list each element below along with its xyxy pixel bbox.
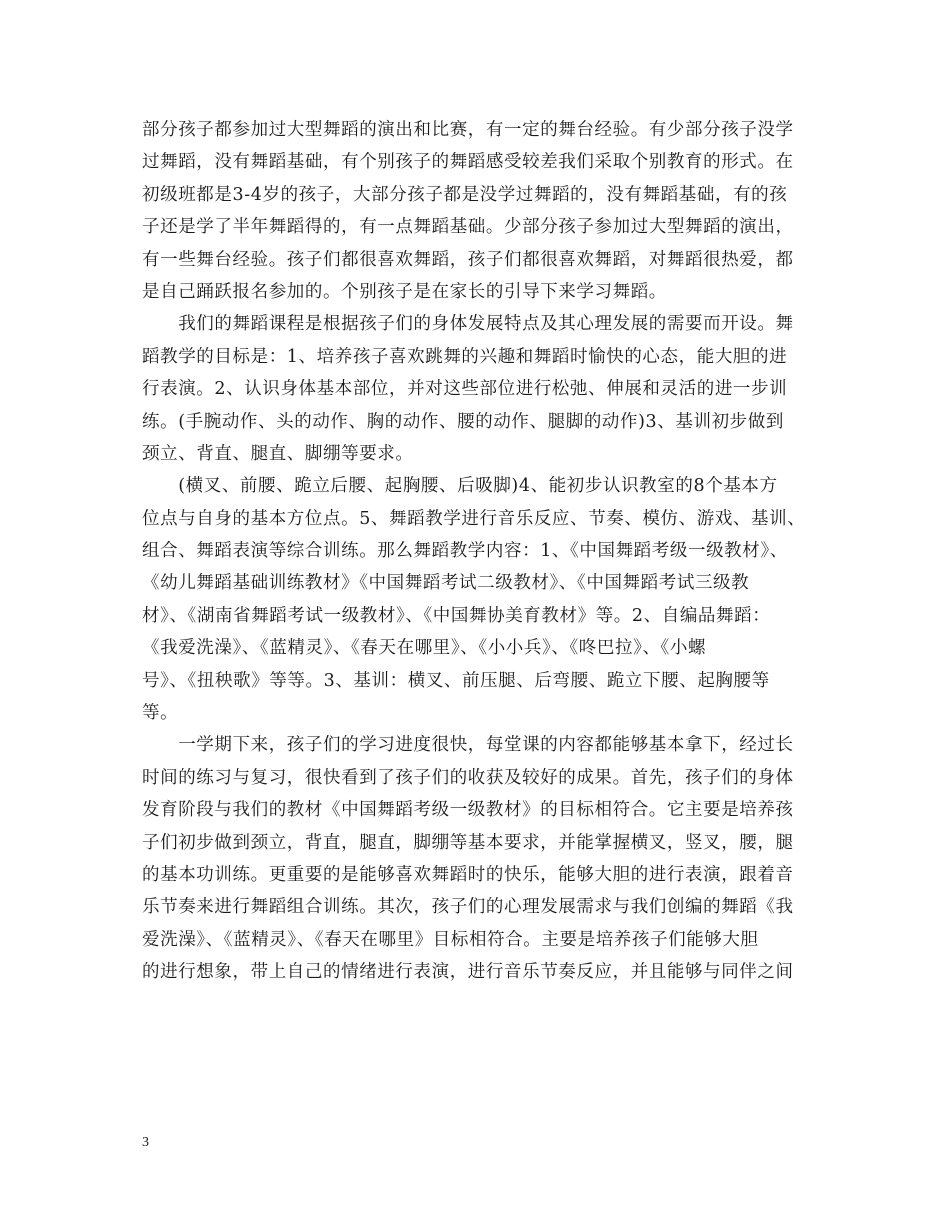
text-line: 号》、《扭秧歌》等等。3、基训：横叉、前压腿、后弯腰、跪立下腰、起胸腰等 (142, 670, 770, 691)
text-line: (横叉、前腰、跪立后腰、起胸腰、后吸脚)4、能初步认识教室的8个基本方 (142, 476, 778, 497)
text-line: 《我爱洗澡》、《蓝精灵》、《春天在哪里》、《小小兵》、《咚巴拉》、《小螺 (142, 638, 707, 659)
text-line: 子们初步做到颈立，背直，腿直，脚绷等基本要求，并能掌握横叉，竖叉，腰，腿 (142, 832, 794, 853)
text-line: 行表演。2、认识身体基本部位，并对这些部位进行松弛、伸展和灵活的进一步训 (142, 379, 788, 400)
text-line: 有一些舞台经验。孩子们都很喜欢舞蹈，孩子们都很喜欢舞蹈，对舞蹈很热爱，都 (142, 249, 794, 270)
text-line: 的基本功训练。更重要的是能够喜欢舞蹈时的快乐，能够大胆的进行表演，跟着音 (142, 864, 794, 885)
text-line: 乐节奏来进行舞蹈组合训练。其次，孩子们的心理发展需求与我们创编的舞蹈《我 (142, 897, 794, 918)
text-line: 子还是学了半年舞蹈得的，有一点舞蹈基础。少部分孩子参加过大型舞蹈的演出， (142, 217, 794, 238)
paragraph-1 (142, 114, 822, 308)
text-line: 过舞蹈，没有舞蹈基础，有个别孩子的舞蹈感受较差我们采取个别教育的形式。在 (142, 152, 794, 173)
text-line: 部分孩子都参加过大型舞蹈的演出和比赛，有一定的舞台经验。有少部分孩子没学 (142, 120, 794, 140)
page-number: 3 (142, 1135, 149, 1150)
text-line: 组合、舞蹈表演等综合训练。那么舞蹈教学内容：1、《中国舞蹈考级一级教材》、 (142, 541, 788, 562)
text-line: 的进行想象，带上自己的情绪进行表演，进行音乐节奏反应，并且能够与同伴之间 (142, 962, 794, 983)
text-line: 位点与自身的基本方位点。5、舞蹈教学进行音乐反应、节奏、模仿、游戏、基训、 (142, 508, 806, 529)
text-line: 我们的舞蹈课程是根据孩子们的身体发展特点及其心理发展的需要而开设。舞 (142, 314, 794, 335)
text-line: 颈立、背直、腿直、脚绷等要求。 (142, 443, 414, 464)
text-line: 等。 (142, 703, 179, 724)
text-line: 爱洗澡》、《蓝精灵》、《春天在哪里》目标相符合。主要是培养孩子们能够大胆 (142, 929, 759, 950)
text-line: 蹈教学的目标是：1、培养孩子喜欢跳舞的兴趣和舞蹈时愉快的心态，能大胆的进 (142, 346, 788, 367)
text-line: 一学期下来，孩子们的学习进度很快，每堂课的内容都能够基本拿下，经过长 (142, 735, 794, 756)
paragraph-4 (142, 729, 822, 988)
text-line: 发育阶段与我们的教材《中国舞蹈考级一级教材》的目标相符合。它主要是培养孩 (142, 800, 794, 821)
text-line: 时间的练习与复习，很快看到了孩子们的收获及较好的成果。首先，孩子们的身体 (142, 767, 794, 788)
text-line: 《幼儿舞蹈基础训练教材》《中国舞蹈考试二级教材》、《中国舞蹈考试三级教 (142, 573, 750, 594)
text-line: 是自己踊跃报名参加的。个别孩子是在家长的引导下来学习舞蹈。 (142, 281, 667, 302)
paragraph-3 (142, 470, 822, 729)
body-text (142, 114, 822, 989)
paragraph-2 (142, 308, 822, 470)
text-line: 练。(手腕动作、头的动作、胸的动作、腰的动作、腿脚的动作)3、基训初步做到 (142, 411, 784, 432)
text-line: 初级班都是3-4岁的孩子，大部分孩子都是没学过舞蹈的，没有舞蹈基础，有的孩 (142, 184, 788, 205)
text-line: 材》、《湖南省舞蹈考试一级教材》、《中国舞协美育教材》等。2、自编品舞蹈： (142, 605, 771, 626)
